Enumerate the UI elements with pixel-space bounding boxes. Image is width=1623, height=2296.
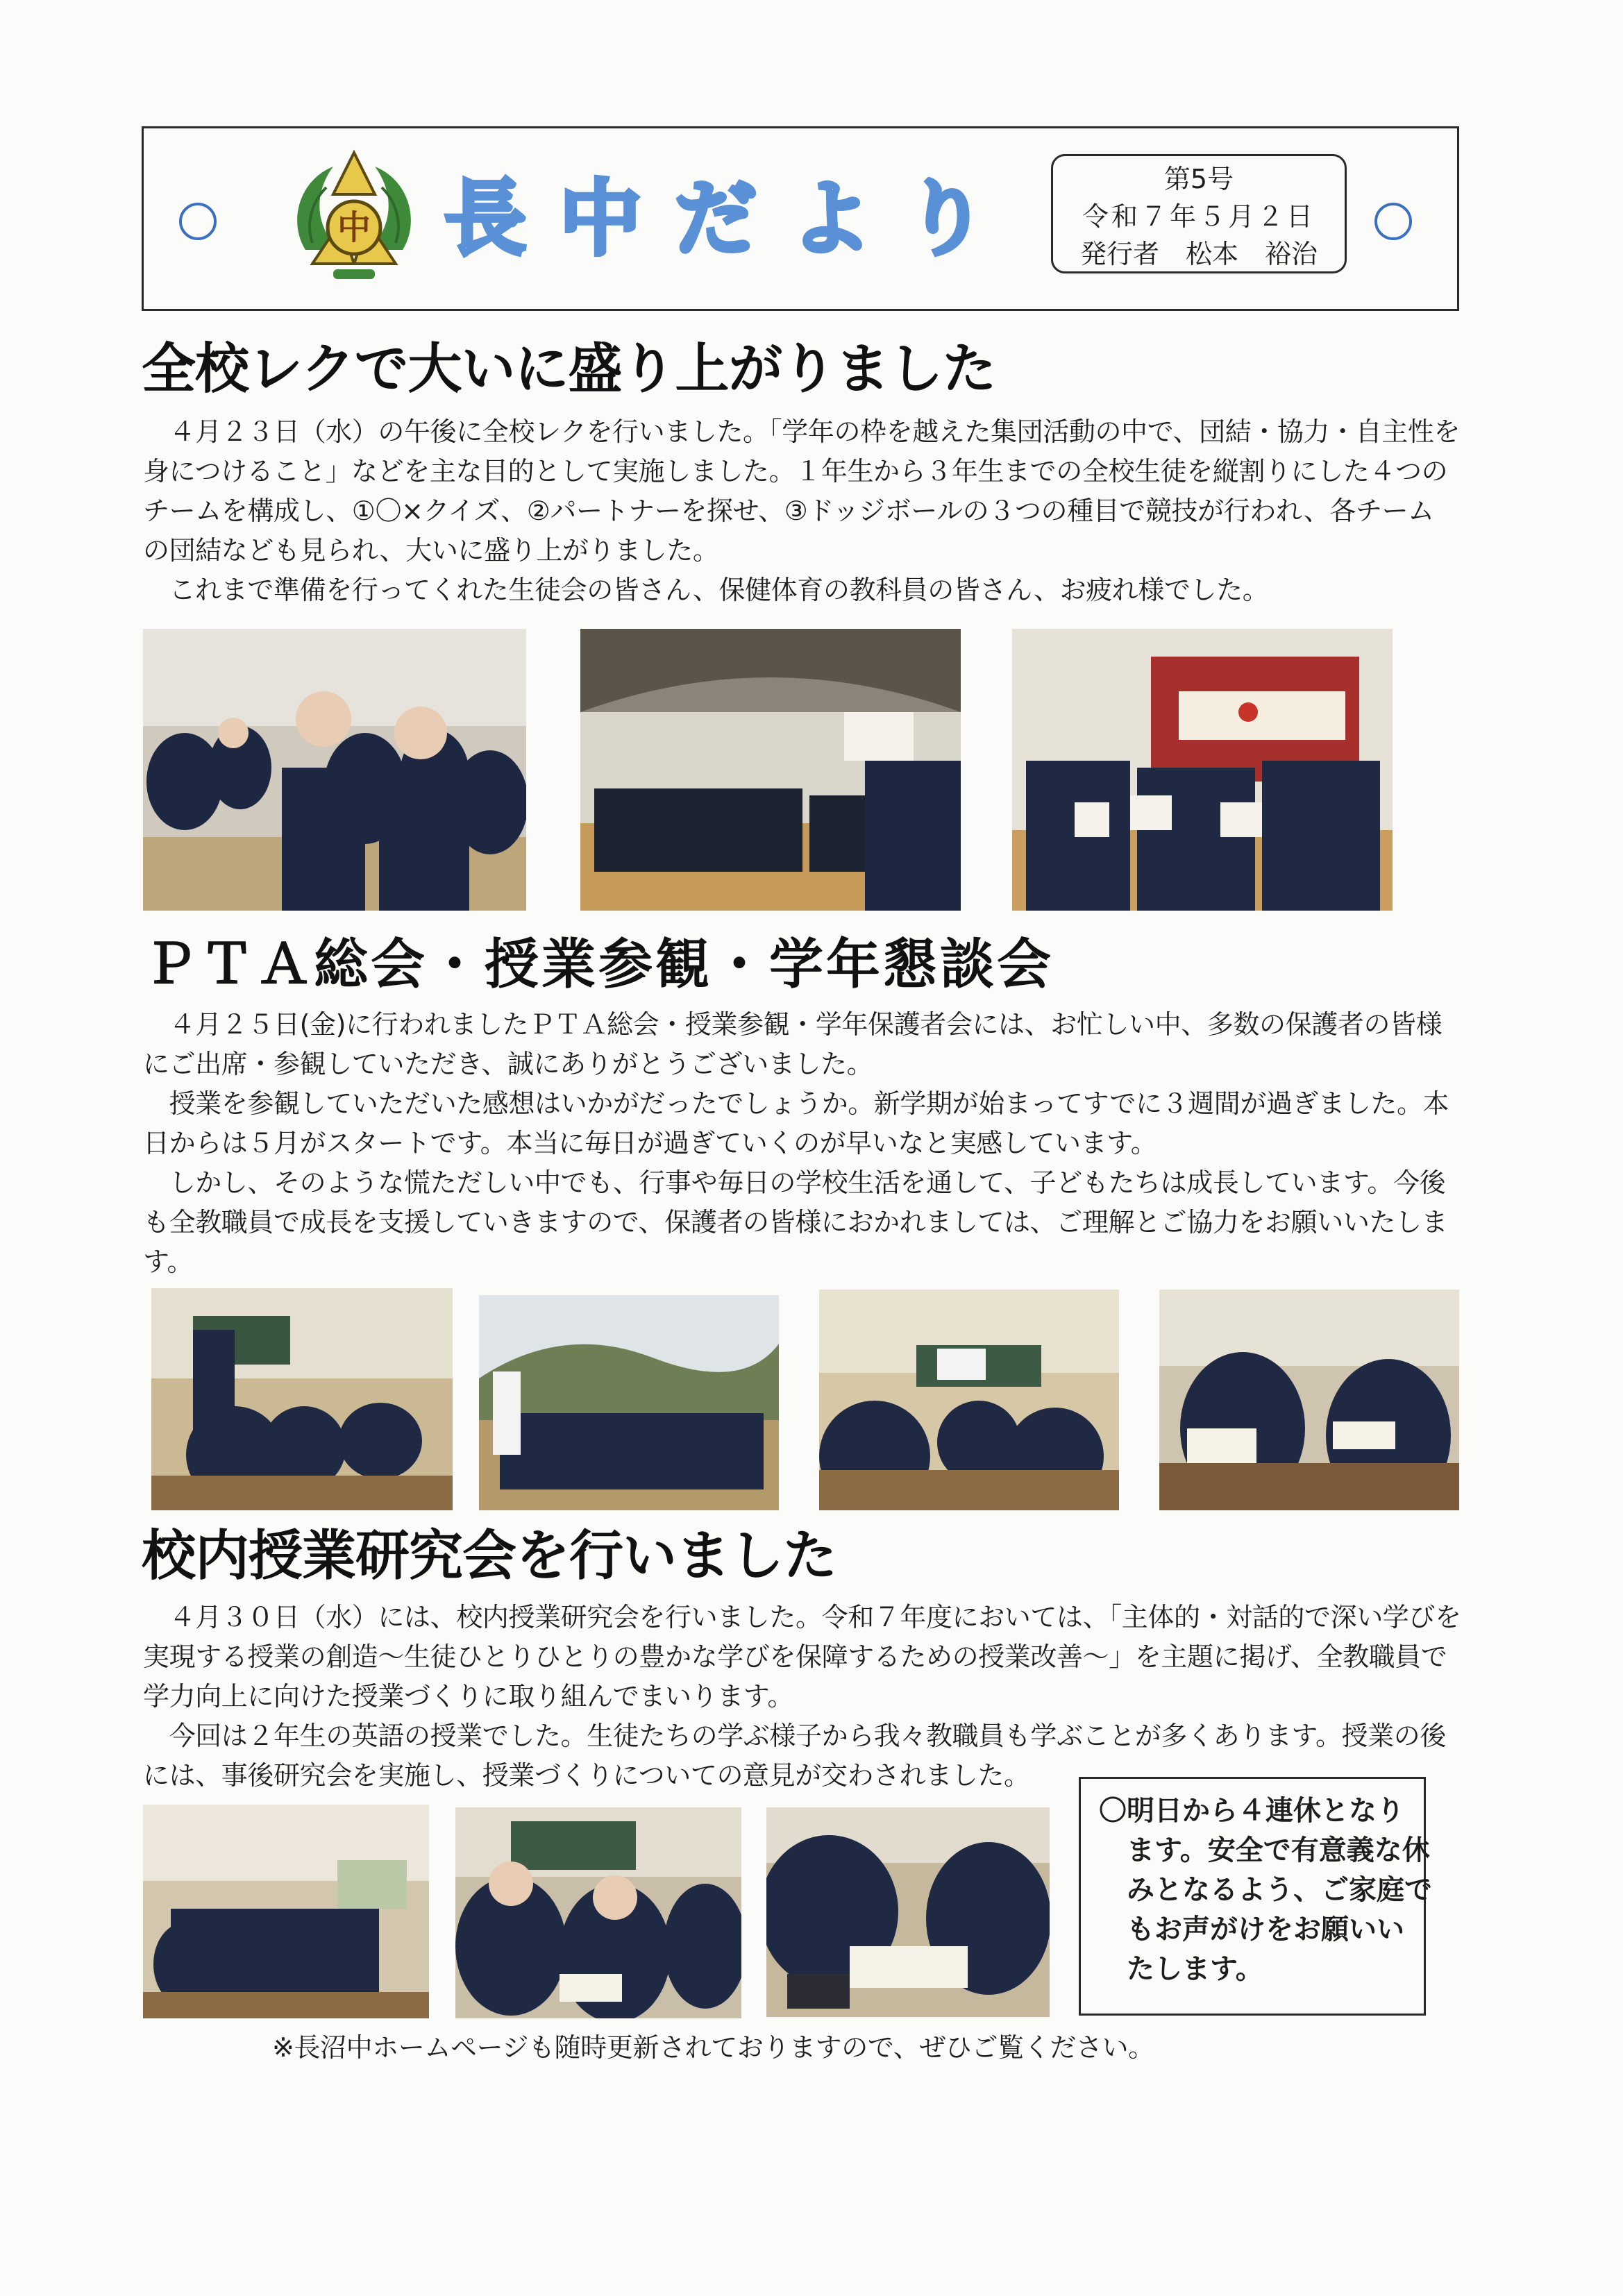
notice-box bbox=[1079, 1777, 1432, 2016]
body-line: にご出席・参観していただき、誠にありがとうございました。 bbox=[143, 1049, 873, 1079]
emblem-letter: 中 bbox=[337, 208, 371, 247]
body-line: 身につけること」などを主な目的として実施しました。１年生から３年生までの全校生徒を縦割りにした４つの bbox=[143, 456, 1448, 487]
photo-desk-work bbox=[1159, 1290, 1459, 1510]
issue-date: 令和７年５月２日 bbox=[1082, 201, 1315, 232]
body-line: ４月３０日（水）には、校内授業研究会を行いました。令和７年度においては、「主体的・対話的で深い学びを bbox=[143, 1602, 1461, 1632]
notice-line: たします。 bbox=[1099, 1953, 1263, 1985]
body-line: しかし、そのような慌ただしい中でも、行事や毎日の学校生活を通して、子どもたちは成長しています。今後 bbox=[143, 1167, 1446, 1198]
body-line: の団結なども見られ、大いに盛り上がりました。 bbox=[143, 535, 719, 566]
section-2-body bbox=[143, 1005, 1449, 1282]
notice-line: ます。安全で有意義な休 bbox=[1099, 1834, 1430, 1866]
photo-outdoor-field bbox=[479, 1295, 779, 1510]
issue-publisher: 発行者 松本 裕治 bbox=[1079, 239, 1318, 269]
circle-ornament-left bbox=[179, 203, 217, 240]
photo-quiz-students bbox=[143, 629, 526, 911]
body-line: 今回は２年生の英語の授業でした。生徒たちの学ぶ様子から我々教職員も学ぶことが多くあります。授業の後 bbox=[143, 1721, 1446, 1751]
section-3-heading: 校内授業研究会を行いました bbox=[142, 1525, 837, 1587]
issue-number: 第5号 bbox=[1163, 164, 1234, 194]
photo-student-reading bbox=[455, 1807, 741, 2018]
body-line: 日からは５月がスタートです。本当に毎日が過ぎていくのが早いなと実感しています。 bbox=[143, 1128, 1157, 1158]
body-line: これまで準備を行ってくれた生徒会の皆さん、保健体育の教科員の皆さん、お疲れ様でした。 bbox=[143, 575, 1269, 605]
school-emblem bbox=[285, 146, 423, 292]
section-3-body bbox=[143, 1598, 1461, 1796]
body-line: 実現する授業の創造～生徒ひとりひとりの豊かな学びを保障するための授業改善～」を主題に掲げ、全教職員で bbox=[143, 1641, 1447, 1672]
circle-ornament-right bbox=[1374, 203, 1412, 240]
body-line: チームを構成し、①〇×クイズ、②パートナーを探せ、③ドッジボールの３つの種目で競技が行われ、各チーム bbox=[143, 496, 1434, 526]
body-line: す。 bbox=[143, 1247, 194, 1277]
notice-line: みとなるよう、ご家庭で bbox=[1099, 1874, 1432, 1906]
body-line: ４月２５日(金)に行われましたＰＴＡ総会・授業参観・学年保護者会には、お忙しい中、多数の保護者の皆様 bbox=[143, 1009, 1443, 1040]
photo-group-study bbox=[766, 1807, 1050, 2017]
notice-line: もお声がけをお願いい bbox=[1099, 1914, 1404, 1945]
section-1-heading: 全校レクで大いに盛り上がりました bbox=[142, 338, 996, 400]
notice-line: 〇明日から４連休となり bbox=[1099, 1795, 1404, 1827]
photo-english-class bbox=[143, 1805, 429, 2018]
section-1-body bbox=[143, 412, 1460, 610]
photo-stage-teams bbox=[1012, 629, 1393, 911]
body-line: 授業を参観していただいた感想はいかがだったでしょうか。新学期が始まってすでに３週間が過ぎました。本 bbox=[143, 1088, 1449, 1119]
body-line: 学力向上に向けた授業づくりに取り組んでまいります。 bbox=[143, 1681, 793, 1712]
issue-info-box bbox=[1051, 154, 1347, 273]
section-2-heading: ＰＴＡ総会・授業参観・学年懇談会 bbox=[143, 934, 1054, 996]
newsletter-title: 長中だより bbox=[444, 171, 1021, 267]
photo-classroom-visit bbox=[151, 1288, 453, 1510]
body-line: には、事後研究会を実施し、授業づくりについての意見が交わされました。 bbox=[143, 1760, 1030, 1791]
body-line: ４月２３日（水）の午後に全校レクを行いました。「学年の枠を越えた集団活動の中で、団結・協力・自主性を bbox=[143, 416, 1461, 447]
photo-gymnasium bbox=[580, 629, 961, 911]
body-line: も全教職員で成長を支援していきますので、保護者の皆様におかれましては、ご理解とご協力をお願いいたしま bbox=[143, 1207, 1448, 1238]
homepage-note: ※長沼中ホームページも随時更新されておりますので、ぜひご覧ください。 bbox=[272, 2032, 1154, 2063]
photo-classroom-tv bbox=[819, 1290, 1119, 1510]
